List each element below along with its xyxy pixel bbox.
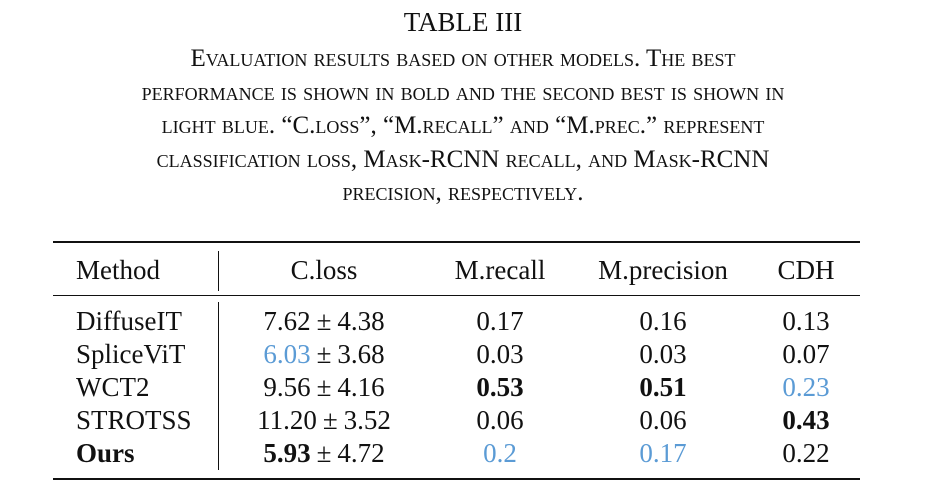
closs-mean: 6.03 <box>263 339 311 369</box>
caption-line: light blue. “C.loss”, “M.recall” and “M.prec.” represent <box>161 112 765 139</box>
header-closs: C.loss <box>290 255 358 285</box>
closs-std: 3.52 <box>343 405 391 435</box>
caption-line: precision, respectively. <box>342 179 584 206</box>
column-divider-body <box>218 302 219 470</box>
method-cell: Ours <box>76 438 135 468</box>
precision-cell: 0.03 <box>639 339 687 369</box>
cdh-cell: 0.43 <box>782 405 830 435</box>
cdh-cell: 0.13 <box>782 306 830 336</box>
method-cell: STROTSS <box>76 405 192 435</box>
table-title: TABLE III <box>403 7 523 37</box>
caption-line: classification loss, Mask-RCNN recall, and Mask-RCNN <box>156 145 770 173</box>
precision-cell: 0.16 <box>639 306 687 336</box>
top-rule <box>53 241 860 243</box>
recall-cell: 0.03 <box>476 339 524 369</box>
method-cell: WCT2 <box>76 372 150 402</box>
caption-line: performance is shown in bold and the second best is shown in <box>141 78 785 106</box>
header-rule <box>53 295 860 296</box>
cdh-cell: 0.22 <box>782 438 830 468</box>
method-cell: DiffuseIT <box>76 306 182 336</box>
closs-cell <box>224 371 424 403</box>
plus-minus: ± <box>316 438 332 468</box>
header-precision: M.precision <box>598 255 728 285</box>
plus-minus: ± <box>322 405 338 435</box>
closs-std: 4.38 <box>337 306 385 336</box>
precision-cell: 0.06 <box>639 405 687 435</box>
closs-cell <box>224 305 424 337</box>
closs-mean: 5.93 <box>263 438 311 468</box>
precision-cell: 0.17 <box>639 438 687 468</box>
closs-cell <box>224 437 424 469</box>
closs-std: 4.16 <box>337 372 385 402</box>
column-divider-header <box>218 251 219 291</box>
cdh-cell: 0.07 <box>782 339 830 369</box>
closs-std: 4.72 <box>337 438 385 468</box>
bottom-rule <box>53 478 860 480</box>
closs-cell <box>224 404 424 436</box>
table-caption <box>8 42 918 210</box>
caption-line: Evaluation results based on other models. The best <box>190 45 736 72</box>
closs-std: 3.68 <box>337 339 385 369</box>
cdh-cell: 0.23 <box>782 372 830 402</box>
closs-mean: 7.62 <box>263 306 311 336</box>
recall-cell: 0.53 <box>476 372 524 402</box>
precision-cell: 0.51 <box>639 372 687 402</box>
closs-cell <box>224 338 424 370</box>
recall-cell: 0.06 <box>476 405 524 435</box>
header-cdh: CDH <box>777 255 835 285</box>
plus-minus: ± <box>316 339 332 369</box>
plus-minus: ± <box>316 372 332 402</box>
header-method: Method <box>76 255 160 285</box>
recall-cell: 0.17 <box>476 306 524 336</box>
method-cell: SpliceViT <box>76 339 186 369</box>
recall-cell: 0.2 <box>483 438 517 468</box>
header-recall: M.recall <box>454 255 546 285</box>
closs-mean: 9.56 <box>263 372 311 402</box>
closs-mean: 11.20 <box>257 405 317 435</box>
plus-minus: ± <box>316 306 332 336</box>
